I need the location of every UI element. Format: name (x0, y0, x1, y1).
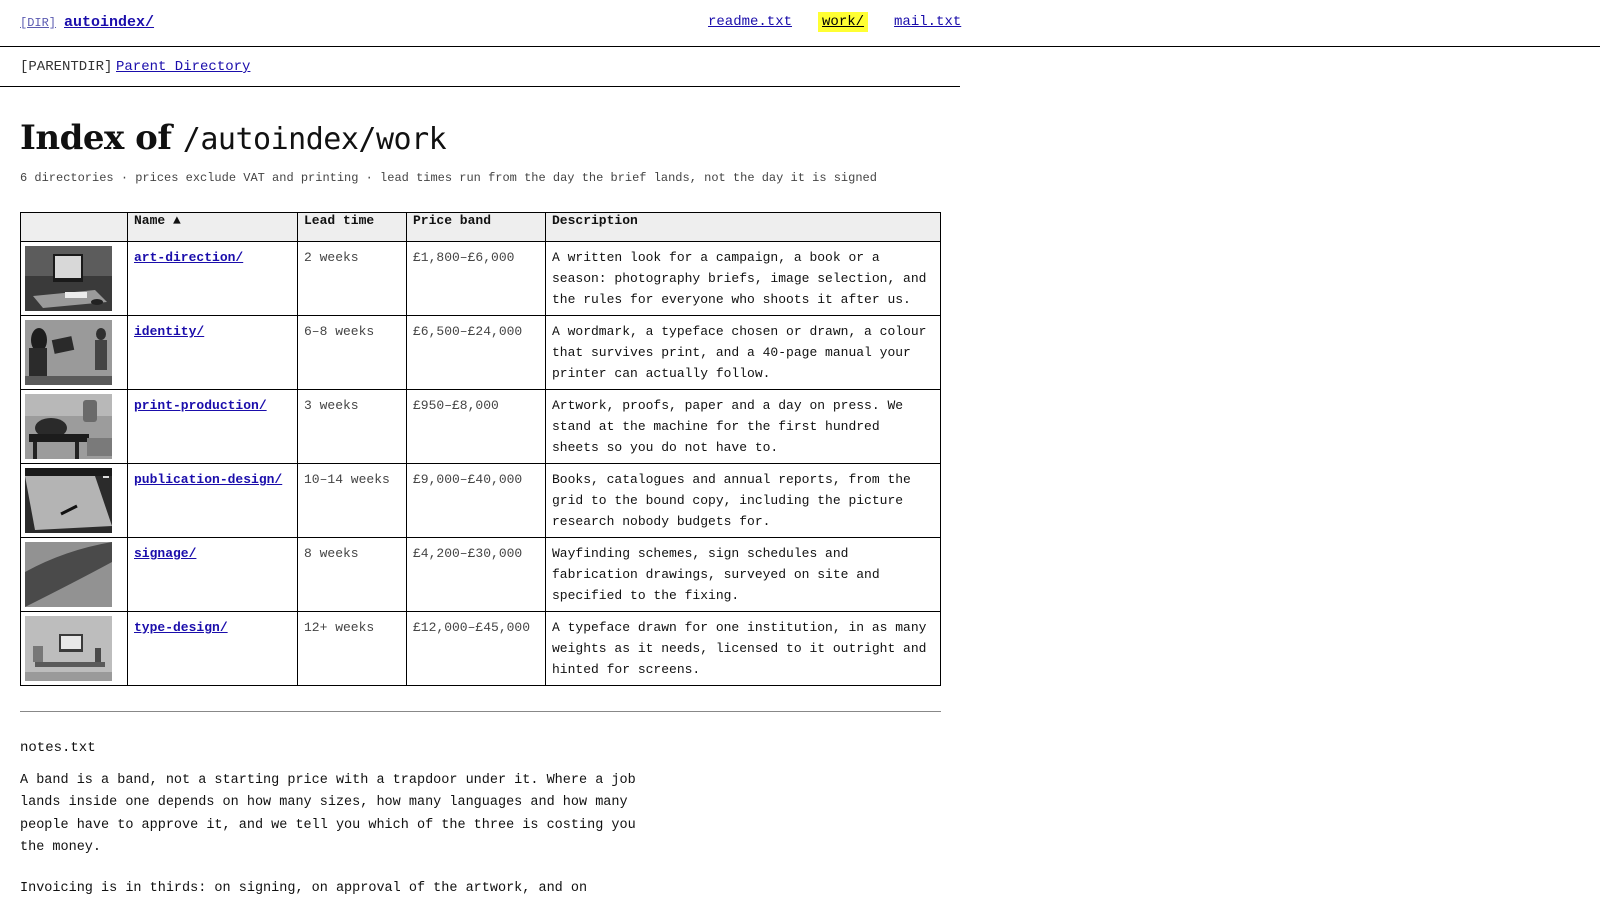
name-cell (128, 612, 298, 686)
art-direction-thumbnail[interactable] (25, 246, 112, 311)
lead-time-cell: 10–14 weeks (298, 464, 407, 538)
row-link-type-design[interactable]: type-design/ (134, 620, 228, 635)
nav-link-mail[interactable]: mail.txt (894, 14, 962, 30)
table-row (21, 242, 941, 316)
description-cell: Books, catalogues and annual reports, from the grid to the bound copy, including the picture research nobody budgets for. (546, 464, 941, 538)
brand-link[interactable]: autoindex/ (64, 14, 155, 31)
dir-tag: [DIR] (20, 16, 57, 30)
table-row (21, 464, 941, 538)
description-cell: Artwork, proofs, paper and a day on press. We stand at the machine for the first hundred sheets so you do not have to. (546, 390, 941, 464)
price-band-cell: £4,200–£30,000 (407, 538, 546, 612)
table-row (21, 612, 941, 686)
name-cell (128, 242, 298, 316)
name-cell (128, 316, 298, 390)
parent-directory-row (0, 47, 960, 87)
price-band-cell: £950–£8,000 (407, 390, 546, 464)
thumbnail-cell (21, 538, 128, 612)
lead-time-cell: 3 weeks (298, 390, 407, 464)
name-cell (128, 464, 298, 538)
lead-time-cell: 12+ weeks (298, 612, 407, 686)
price-band-cell: £12,000–£45,000 (407, 612, 546, 686)
table-row (21, 316, 941, 390)
page-title (20, 118, 446, 158)
page-subtitle: 6 directories · prices exclude VAT and printing · lead times run from the day the brief lands, not the day it is signed (20, 171, 877, 185)
notes-section (20, 737, 640, 918)
thumbnail-cell (21, 464, 128, 538)
page-title-path: /autoindex/work (182, 122, 447, 157)
row-link-publication-design[interactable]: publication-design/ (134, 472, 283, 487)
brand (20, 14, 154, 31)
table-header-row (21, 213, 941, 242)
publication-design-thumbnail[interactable] (25, 468, 112, 533)
description-cell: A written look for a campaign, a book or a season: photography briefs, image selection, and the rules for everyone who shoots it after us. (546, 242, 941, 316)
page-title-prefix: Index of (20, 118, 172, 158)
top-bar (0, 0, 1600, 47)
lead-time-cell: 8 weeks (298, 538, 407, 612)
row-link-signage[interactable]: signage/ (134, 546, 197, 561)
parentdir-tag: [PARENTDIR] (20, 59, 113, 75)
thumbnail-cell (21, 316, 128, 390)
description-cell: A typeface drawn for one institution, in as many weights as it needs, licensed to it outright and hinted for screens. (546, 612, 941, 686)
notes-paragraph: Invoicing is in thirds: on signing, on approval of the artwork, and on (20, 880, 588, 896)
lead-time-column-header[interactable]: Lead time (298, 213, 407, 242)
description-column-header[interactable]: Description (546, 213, 941, 242)
lead-time-cell: 6–8 weeks (298, 316, 407, 390)
top-nav (704, 12, 965, 32)
thumbnail-cell (21, 390, 128, 464)
thumbnail-cell (21, 242, 128, 316)
name-column-header[interactable]: Name ▲ (128, 213, 298, 242)
nav-link-readme[interactable]: readme.txt (708, 14, 793, 30)
price-band-cell: £9,000–£40,000 (407, 464, 546, 538)
thumb-column-header (21, 213, 128, 242)
row-link-print-production[interactable]: print-production/ (134, 398, 267, 413)
parent-directory-link[interactable]: Parent Directory (116, 59, 251, 75)
thumbnail-cell (21, 612, 128, 686)
row-link-identity[interactable]: identity/ (134, 324, 205, 339)
table-row (21, 390, 941, 464)
print-production-thumbnail[interactable] (25, 394, 112, 459)
notes-filename: notes.txt (20, 740, 96, 756)
notes-paragraph: A band is a band, not a starting price with a trapdoor under it. Where a job lands inside one depends on how many sizes, how many languages and how many people have to approve it, and we tell you which of the three is costing you the money. (20, 772, 636, 855)
signage-thumbnail[interactable] (25, 542, 112, 607)
directory-table (20, 212, 941, 686)
identity-thumbnail[interactable] (25, 320, 112, 385)
description-cell: Wayfinding schemes, sign schedules and fabrication drawings, surveyed on site and specified to the fixing. (546, 538, 941, 612)
table-row (21, 538, 941, 612)
name-cell (128, 390, 298, 464)
row-link-art-direction[interactable]: art-direction/ (134, 250, 244, 265)
price-band-cell: £6,500–£24,000 (407, 316, 546, 390)
lead-time-cell: 2 weeks (298, 242, 407, 316)
price-band-cell: £1,800–£6,000 (407, 242, 546, 316)
type-design-thumbnail[interactable] (25, 616, 112, 681)
nav-link-work[interactable]: work/ (818, 12, 868, 32)
description-cell: A wordmark, a typeface chosen or drawn, a colour that survives print, and a 40-page manual your printer can actually follow. (546, 316, 941, 390)
divider (20, 711, 941, 712)
name-cell (128, 538, 298, 612)
price-band-column-header[interactable]: Price band (407, 213, 546, 242)
